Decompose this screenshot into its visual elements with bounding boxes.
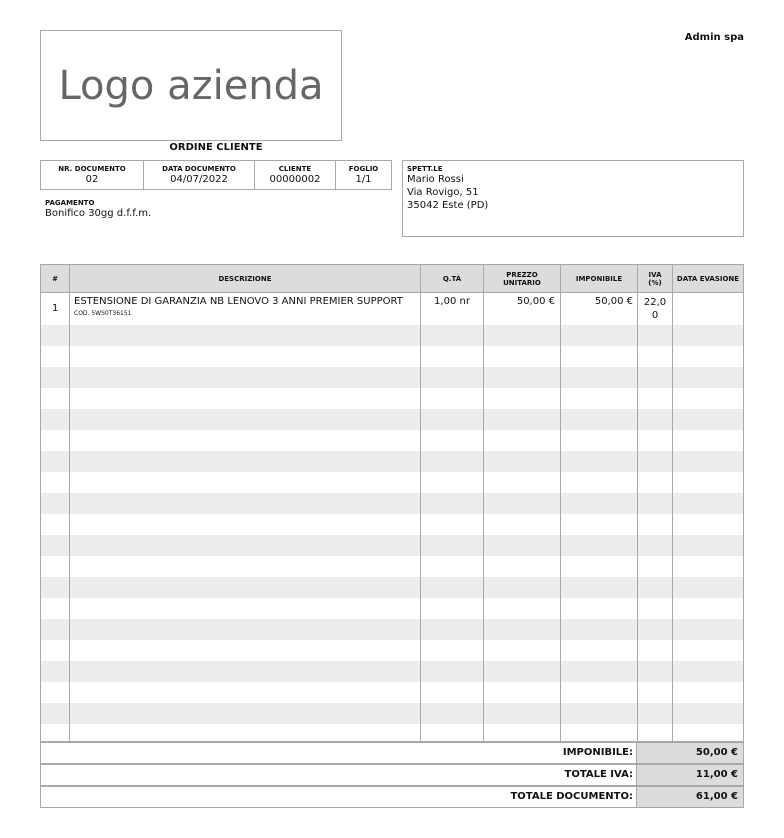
meta-value: 02 xyxy=(85,174,99,185)
header-vat-line1: IVA xyxy=(648,270,662,279)
row-description: ESTENSIONE DI GARANZIA NB LENOVO 3 ANNI PREMIER SUPPORT xyxy=(74,296,403,307)
totals-document-label: TOTALE DOCUMENTO: xyxy=(510,791,633,802)
meta-doc-number xyxy=(41,161,144,189)
meta-label: CLIENTE xyxy=(278,165,312,173)
header-taxable: IMPONIBILE xyxy=(575,274,623,283)
totals-document-row xyxy=(40,786,744,808)
items-table xyxy=(40,264,744,742)
header-unit-price xyxy=(484,265,560,292)
header-vat-line2: (%) xyxy=(648,278,662,287)
meta-sheet xyxy=(336,161,391,189)
company-name: Admin spa xyxy=(684,32,744,43)
column-divider xyxy=(637,265,638,741)
column-divider xyxy=(420,265,421,741)
header-unit-price-line2: UNITARIO xyxy=(503,278,541,287)
column-divider xyxy=(69,265,70,741)
header-qty: Q.TÀ xyxy=(442,274,462,283)
totals-taxable-value: 50,00 € xyxy=(695,747,738,758)
totals-value-cell xyxy=(636,787,743,807)
header-delivery: DATA EVASIONE xyxy=(676,274,740,283)
meta-value: 1/1 xyxy=(355,174,372,185)
column-divider xyxy=(560,265,561,741)
totals-taxable-label: IMPONIBILE: xyxy=(562,747,633,758)
meta-doc-date xyxy=(144,161,255,189)
recipient-city: 35042 Este (PD) xyxy=(407,200,489,211)
totals-document-value: 61,00 € xyxy=(695,791,738,802)
recipient-address: Via Rovigo, 51 xyxy=(407,187,479,198)
header-unit-price-line1: PREZZO xyxy=(506,270,538,279)
document-title: ORDINE CLIENTE xyxy=(169,142,263,153)
row-num: 1 xyxy=(52,303,59,314)
meta-label: DATA DOCUMENTO xyxy=(162,165,236,173)
payment-value: Bonifico 30gg d.f.f.m. xyxy=(45,208,152,219)
row-taxable: 50,00 € xyxy=(594,296,633,307)
payment-label: PAGAMENTO xyxy=(45,199,95,207)
document-meta-table xyxy=(40,160,392,190)
totals-vat-value: 11,00 € xyxy=(695,769,738,780)
row-vat xyxy=(638,296,672,322)
company-logo xyxy=(40,30,342,141)
column-divider xyxy=(672,265,673,741)
recipient-name: Mario Rossi xyxy=(407,174,464,185)
logo-text: Logo azienda xyxy=(58,62,324,109)
column-divider xyxy=(483,265,484,741)
meta-label: FOGLIO xyxy=(348,165,379,173)
row-qty: 1,00 nr xyxy=(434,296,470,307)
row-vat-line1: 22,0 xyxy=(643,297,667,308)
totals-value-cell xyxy=(636,743,743,763)
header-description: DESCRIZIONE xyxy=(218,274,272,283)
header-vat xyxy=(638,265,672,292)
header-num: # xyxy=(52,274,58,283)
meta-value: 00000002 xyxy=(269,174,321,185)
meta-customer xyxy=(255,161,336,189)
recipient-label: SPETT.LE xyxy=(407,165,443,173)
totals-taxable-row xyxy=(40,742,744,764)
recipient-box xyxy=(402,160,744,237)
row-code: COD. 5WS0T36151 xyxy=(74,310,132,317)
totals-vat-label: TOTALE IVA: xyxy=(564,769,633,780)
meta-label: NR. DOCUMENTO xyxy=(58,165,126,173)
row-vat-line2: 0 xyxy=(651,310,659,321)
totals-vat-row xyxy=(40,764,744,786)
totals-value-cell xyxy=(636,765,743,785)
row-unit-price: 50,00 € xyxy=(516,296,555,307)
meta-value: 04/07/2022 xyxy=(170,174,228,185)
